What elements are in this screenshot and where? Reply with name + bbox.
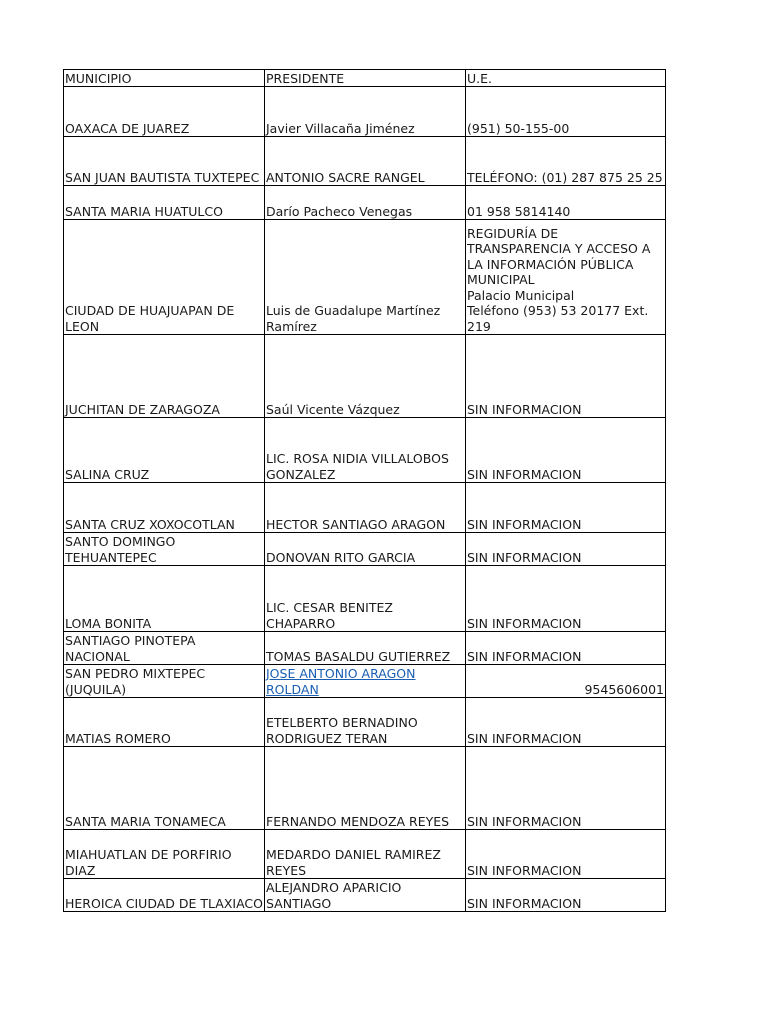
municipio-cell: CIUDAD DE HUAJUAPAN DE LEON xyxy=(64,220,265,335)
table-row xyxy=(64,698,666,747)
presidente-link[interactable]: JOSE ANTONIO ARAGON ROLDAN xyxy=(266,666,416,697)
table-row xyxy=(64,830,666,879)
presidente-cell: TOMAS BASALDU GUTIERREZ xyxy=(265,632,466,665)
ue-cell: SIN INFORMACION xyxy=(466,566,666,632)
ue-cell: SIN INFORMACION xyxy=(466,830,666,879)
table-row xyxy=(64,665,666,698)
municipio-cell: SANTA CRUZ XOXOCOTLAN xyxy=(64,483,265,533)
table-row xyxy=(64,186,666,220)
ue-cell: SIN INFORMACION xyxy=(466,533,666,566)
table-row xyxy=(64,566,666,632)
table-row xyxy=(64,747,666,830)
presidente-cell: ANTONIO SACRE RANGEL xyxy=(265,137,466,186)
ue-cell: SIN INFORMACION xyxy=(466,698,666,747)
presidente-cell: LIC. ROSA NIDIA VILLALOBOS GONZALEZ xyxy=(265,418,466,483)
presidente-cell: Javier Villacaña Jiménez xyxy=(265,87,466,137)
ue-cell: SIN INFORMACION xyxy=(466,483,666,533)
municipio-cell: MIAHUATLAN DE PORFIRIO DIAZ xyxy=(64,830,265,879)
presidente-cell: ALEJANDRO APARICIO SANTIAGO xyxy=(265,879,466,912)
table-row xyxy=(64,418,666,483)
header-municipio: MUNICIPIO xyxy=(64,70,265,87)
ue-cell: SIN INFORMACION xyxy=(466,632,666,665)
header-ue: U.E. xyxy=(466,70,666,87)
presidente-cell: LIC. CESAR BENITEZ CHAPARRO xyxy=(265,566,466,632)
table-row xyxy=(64,632,666,665)
table-row xyxy=(64,220,666,335)
ue-cell: 01 958 5814140 xyxy=(466,186,666,220)
ue-cell: SIN INFORMACION xyxy=(466,879,666,912)
presidente-cell: HECTOR SANTIAGO ARAGON xyxy=(265,483,466,533)
ue-cell: REGIDURÍA DE TRANSPARENCIA Y ACCESO A LA INFORMACIÓN PÚBLICA MUNICIPAL Palacio Municipal Teléfono (953) 53 20177 Ext. 219 xyxy=(466,220,666,335)
table-row xyxy=(64,335,666,418)
presidente-cell xyxy=(265,665,466,698)
municipio-cell: SANTA MARIA TONAMECA xyxy=(64,747,265,830)
table-row xyxy=(64,87,666,137)
presidente-cell: Saúl Vicente Vázquez xyxy=(265,335,466,418)
municipio-cell: MATIAS ROMERO xyxy=(64,698,265,747)
municipio-cell: SAN PEDRO MIXTEPEC (JUQUILA) xyxy=(64,665,265,698)
municipios-table xyxy=(63,69,666,912)
municipio-cell: OAXACA DE JUAREZ xyxy=(64,87,265,137)
ue-cell: SIN INFORMACION xyxy=(466,747,666,830)
municipio-cell: SANTO DOMINGO TEHUANTEPEC xyxy=(64,533,265,566)
presidente-cell: ETELBERTO BERNADINO RODRIGUEZ TERAN xyxy=(265,698,466,747)
municipio-cell: LOMA BONITA xyxy=(64,566,265,632)
presidente-cell: Luis de Guadalupe Martínez Ramírez xyxy=(265,220,466,335)
municipio-cell: JUCHITAN DE ZARAGOZA xyxy=(64,335,265,418)
header-row xyxy=(64,70,666,87)
ue-cell: SIN INFORMACION xyxy=(466,418,666,483)
table-row xyxy=(64,533,666,566)
municipio-cell: SAN JUAN BAUTISTA TUXTEPEC xyxy=(64,137,265,186)
table-row xyxy=(64,137,666,186)
table-row xyxy=(64,483,666,533)
table-row xyxy=(64,879,666,912)
ue-cell: TELÉFONO: (01) 287 875 25 25 xyxy=(466,137,666,186)
presidente-cell: Darío Pacheco Venegas xyxy=(265,186,466,220)
header-presidente: PRESIDENTE xyxy=(265,70,466,87)
ue-cell: 9545606001 xyxy=(466,665,666,698)
ue-cell: SIN INFORMACION xyxy=(466,335,666,418)
presidente-cell: FERNANDO MENDOZA REYES xyxy=(265,747,466,830)
ue-cell: (951) 50-155-00 xyxy=(466,87,666,137)
presidente-cell: MEDARDO DANIEL RAMIREZ REYES xyxy=(265,830,466,879)
municipio-cell: SANTIAGO PINOTEPA NACIONAL xyxy=(64,632,265,665)
presidente-cell: DONOVAN RITO GARCIA xyxy=(265,533,466,566)
municipio-cell: SALINA CRUZ xyxy=(64,418,265,483)
municipio-cell: HEROICA CIUDAD DE TLAXIACO xyxy=(64,879,265,912)
municipio-cell: SANTA MARIA HUATULCO xyxy=(64,186,265,220)
